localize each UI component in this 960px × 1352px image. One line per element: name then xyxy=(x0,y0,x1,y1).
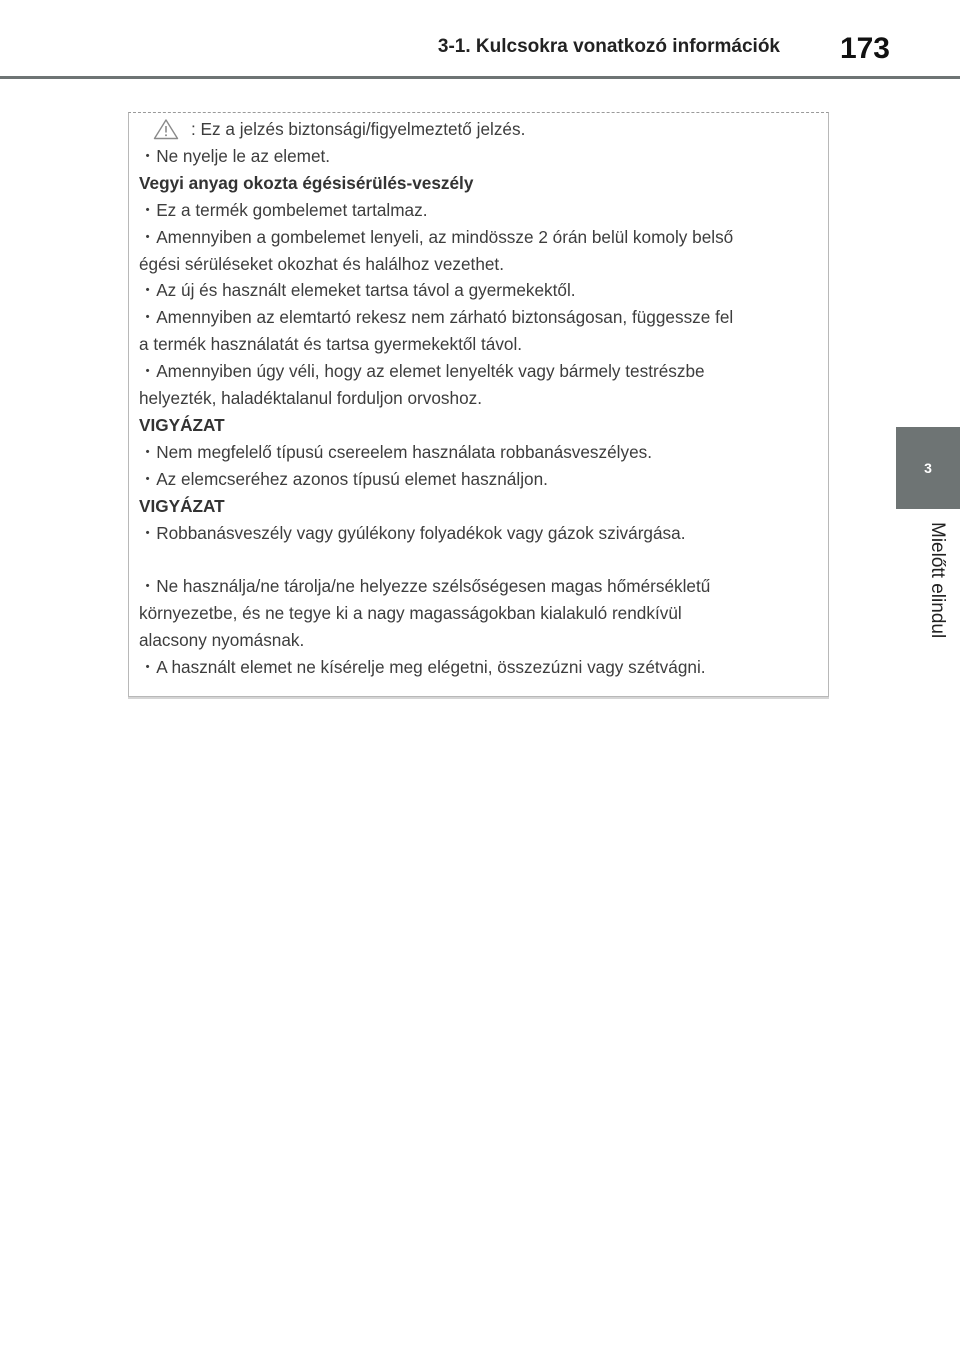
notice-heading: VIGYÁZAT xyxy=(139,495,225,516)
notice-line: alacsony nyomásnak. xyxy=(139,630,305,651)
notice-line: a termék használatát és tartsa gyermekektől távol. xyxy=(139,334,523,355)
legend-line xyxy=(139,116,828,143)
notice-line: ・Robbanásveszély vagy gyúlékony folyadékok vagy gázok szivárgása. xyxy=(139,522,686,543)
notice-line: ・Amennyiben úgy véli, hogy az elemet lenyelték vagy bármely testrészbe xyxy=(139,361,705,382)
notice-line: ・Amennyiben az elemtartó rekesz nem zárható biztonságosan, függessze fel xyxy=(139,307,734,328)
notice-heading: VIGYÁZAT xyxy=(139,414,225,435)
notice-line: ・Ne nyelje le az elemet. xyxy=(139,145,331,166)
header-divider xyxy=(0,76,960,79)
notice-line: ・Ne használja/ne tárolja/ne helyezze szélsőségesen magas hőmérsékletű xyxy=(139,576,711,597)
notice-line: égési sérüléseket okozhat és halálhoz vezethet. xyxy=(139,253,504,274)
chapter-tab xyxy=(896,427,960,509)
chapter-label: Mielőtt elindul xyxy=(927,522,948,639)
notice-line: ・Nem megfelelő típusú csereelem használata robbanásveszélyes. xyxy=(139,441,653,462)
section-title: 3-1. Kulcsokra vonatkozó információk xyxy=(437,36,780,57)
notice-lines xyxy=(139,143,828,681)
notice-line: ・Ez a termék gombelemet tartalmaz. xyxy=(139,199,428,220)
chapter-number: 3 xyxy=(924,460,932,476)
notice-heading: Vegyi anyag okozta égésisérülés-veszély xyxy=(139,172,474,193)
page-number: 173 xyxy=(839,32,890,65)
notice-line: ・Az új és használt elemeket tartsa távol a gyermekektől. xyxy=(139,280,576,301)
notice-line: ・A használt elemet ne kísérelje meg elégetni, összezúzni vagy szétvágni. xyxy=(139,657,706,678)
notice-line: környezetbe, és ne tegye ki a nagy magasságokban kialakuló rendkívül xyxy=(139,603,682,624)
notice-line xyxy=(139,547,828,574)
safety-notice-box xyxy=(128,112,829,697)
notice-line: helyezték, haladéktalanul forduljon orvoshoz. xyxy=(139,388,483,409)
notice-line: ・Amennyiben a gombelemet lenyeli, az mindössze 2 órán belül komoly belső xyxy=(139,226,734,247)
notice-line: ・Az elemcseréhez azonos típusú elemet használjon. xyxy=(139,468,548,489)
warning-triangle-icon xyxy=(153,118,179,140)
legend-text: : Ez a jelzés biztonsági/figyelmeztető jelzés. xyxy=(191,119,526,139)
